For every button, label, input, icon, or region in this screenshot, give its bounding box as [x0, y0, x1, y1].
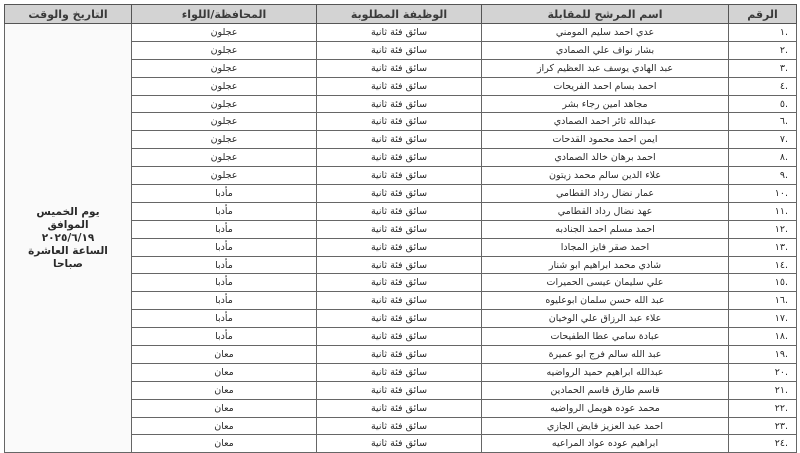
candidate-name: عبد الهادي يوسف عبد العظيم كراز: [482, 59, 729, 77]
governorate: مأدبا: [132, 185, 317, 203]
row-number: .٢: [729, 41, 797, 59]
date-line: الموافق: [47, 218, 89, 231]
date-line: ٢٠٢٥/٦/١٩: [41, 231, 95, 244]
row-number: .٢٤: [729, 435, 797, 453]
date-line: صباحا: [53, 257, 83, 270]
governorate: مأدبا: [132, 256, 317, 274]
candidate-name: مجاهد امين رجاء بشر: [482, 95, 729, 113]
governorate: عجلون: [132, 24, 317, 42]
candidate-name: احمد عبد العزيز فايض الجازي: [482, 417, 729, 435]
job-title: سائق فئة ثانية: [317, 220, 482, 238]
job-title: سائق فئة ثانية: [317, 238, 482, 256]
job-title: سائق فئة ثانية: [317, 256, 482, 274]
row-number: .٢٠: [729, 363, 797, 381]
job-title: سائق فئة ثانية: [317, 95, 482, 113]
interview-date-time: [5, 24, 132, 453]
governorate: عجلون: [132, 59, 317, 77]
governorate: معان: [132, 435, 317, 453]
governorate: عجلون: [132, 77, 317, 95]
header-job: الوظيفة المطلوبة: [317, 5, 482, 24]
governorate: عجلون: [132, 167, 317, 185]
governorate: معان: [132, 399, 317, 417]
governorate: معان: [132, 363, 317, 381]
job-title: سائق فئة ثانية: [317, 202, 482, 220]
job-title: سائق فئة ثانية: [317, 346, 482, 364]
row-number: .١٤: [729, 256, 797, 274]
candidate-name: عبدالله ثائر احمد الصمادي: [482, 113, 729, 131]
job-title: سائق فئة ثانية: [317, 149, 482, 167]
row-number: .٩: [729, 167, 797, 185]
governorate: مأدبا: [132, 292, 317, 310]
job-title: سائق فئة ثانية: [317, 185, 482, 203]
job-title: سائق فئة ثانية: [317, 131, 482, 149]
row-number: .١١: [729, 202, 797, 220]
candidate-name: عبادة سامي عطا الطفيحات: [482, 328, 729, 346]
interview-schedule-sheet: [4, 4, 796, 449]
row-number: .١٧: [729, 310, 797, 328]
candidate-name: علاء الدين سالم محمد زيتون: [482, 167, 729, 185]
candidate-name: عبد الله سالم فرج ابو عميرة: [482, 346, 729, 364]
row-number: .١٨: [729, 328, 797, 346]
governorate: معان: [132, 381, 317, 399]
governorate: مأدبا: [132, 202, 317, 220]
candidate-name: ايمن احمد محمود القدحات: [482, 131, 729, 149]
job-title: سائق فئة ثانية: [317, 399, 482, 417]
candidate-name: ابراهيم عوده عواد المراعيه: [482, 435, 729, 453]
header-date-time: التاريخ والوقت: [5, 5, 132, 24]
job-title: سائق فئة ثانية: [317, 292, 482, 310]
governorate: مأدبا: [132, 238, 317, 256]
governorate: مأدبا: [132, 310, 317, 328]
row-number: .٢١: [729, 381, 797, 399]
row-number: .٢٢: [729, 399, 797, 417]
date-line: يوم الخميس: [36, 205, 100, 218]
candidate-name: عهد نضال رداد القطامي: [482, 202, 729, 220]
header-candidate-name: اسم المرشح للمقابلة: [482, 5, 729, 24]
table-body: [5, 24, 797, 453]
governorate: مأدبا: [132, 328, 317, 346]
header-number: الرقم: [729, 5, 797, 24]
job-title: سائق فئة ثانية: [317, 24, 482, 42]
candidate-name: علاء عبد الرزاق علي الوخيان: [482, 310, 729, 328]
candidate-name: بشار نواف علي الصمادي: [482, 41, 729, 59]
governorate: عجلون: [132, 95, 317, 113]
candidate-name: احمد صقر فايز المجادا: [482, 238, 729, 256]
candidate-name: عبدالله ابراهيم حميد الرواضيه: [482, 363, 729, 381]
row-number: .١٣: [729, 238, 797, 256]
row-number: .١٥: [729, 274, 797, 292]
header-row: [5, 5, 797, 24]
table-row: [5, 24, 797, 42]
row-number: .٤: [729, 77, 797, 95]
row-number: .٦: [729, 113, 797, 131]
governorate: عجلون: [132, 41, 317, 59]
governorate: معان: [132, 417, 317, 435]
job-title: سائق فئة ثانية: [317, 328, 482, 346]
row-number: .١٦: [729, 292, 797, 310]
row-number: .١٠: [729, 185, 797, 203]
candidate-name: شادي محمد ابراهيم ابو شنار: [482, 256, 729, 274]
candidate-name: عدي احمد سليم المومني: [482, 24, 729, 42]
job-title: سائق فئة ثانية: [317, 59, 482, 77]
row-number: .٥: [729, 95, 797, 113]
governorate: عجلون: [132, 149, 317, 167]
job-title: سائق فئة ثانية: [317, 113, 482, 131]
header-governorate: المحافظة/اللواء: [132, 5, 317, 24]
job-title: سائق فئة ثانية: [317, 274, 482, 292]
candidate-name: علي سليمان عيسى الحميرات: [482, 274, 729, 292]
candidate-name: محمد عوده هويمل الرواضيه: [482, 399, 729, 417]
candidate-name: قاسم طارق قاسم الحمادين: [482, 381, 729, 399]
date-line: الساعة العاشرة: [28, 244, 108, 257]
row-number: .٣: [729, 59, 797, 77]
job-title: سائق فئة ثانية: [317, 167, 482, 185]
row-number: .٧: [729, 131, 797, 149]
job-title: سائق فئة ثانية: [317, 363, 482, 381]
candidate-name: احمد بسام احمد الفريحات: [482, 77, 729, 95]
governorate: مأدبا: [132, 274, 317, 292]
job-title: سائق فئة ثانية: [317, 381, 482, 399]
row-number: .١٢: [729, 220, 797, 238]
job-title: سائق فئة ثانية: [317, 435, 482, 453]
row-number: .١٩: [729, 346, 797, 364]
governorate: مأدبا: [132, 220, 317, 238]
candidate-name: عمار نضال رداد القطامي: [482, 185, 729, 203]
candidate-name: عبد الله حسن سلمان ابوعليوه: [482, 292, 729, 310]
governorate: معان: [132, 346, 317, 364]
job-title: سائق فئة ثانية: [317, 77, 482, 95]
job-title: سائق فئة ثانية: [317, 310, 482, 328]
row-number: .٨: [729, 149, 797, 167]
row-number: .١: [729, 24, 797, 42]
candidate-name: احمد مسلم احمد الجنادبه: [482, 220, 729, 238]
candidate-name: احمد برهان خالد الصمادي: [482, 149, 729, 167]
candidates-table: [4, 4, 797, 453]
job-title: سائق فئة ثانية: [317, 417, 482, 435]
governorate: عجلون: [132, 113, 317, 131]
row-number: .٢٣: [729, 417, 797, 435]
governorate: عجلون: [132, 131, 317, 149]
job-title: سائق فئة ثانية: [317, 41, 482, 59]
